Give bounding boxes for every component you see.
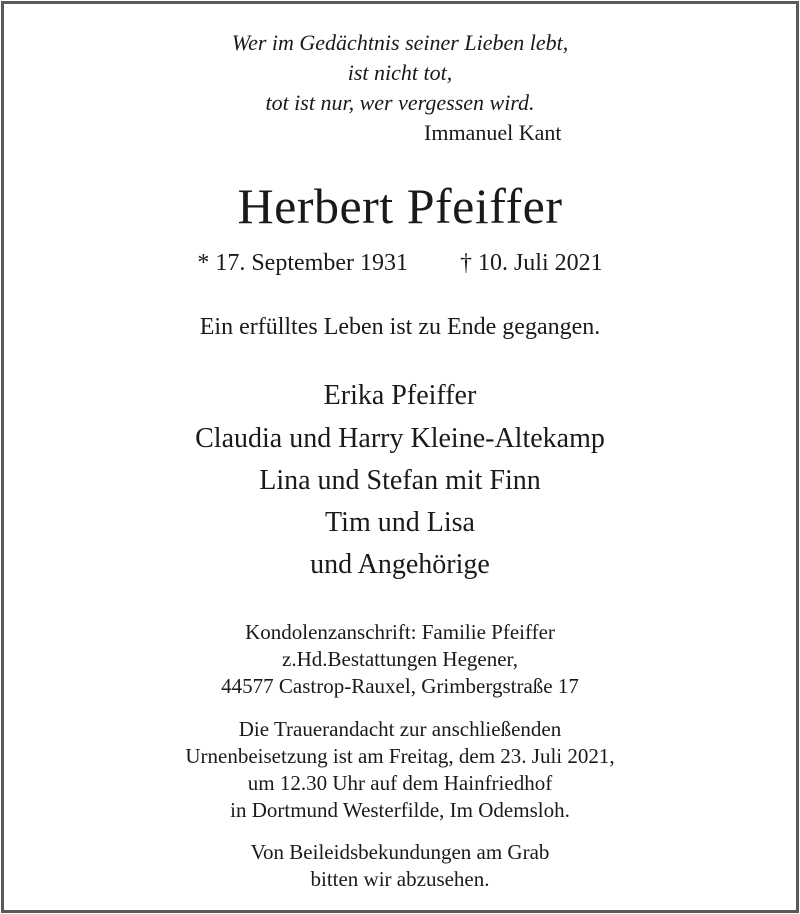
mourner-3: Lina und Stefan mit Finn	[259, 465, 541, 496]
mourner-1: Erika Pfeiffer	[323, 380, 477, 411]
deceased-name: Herbert Pfeiffer	[237, 178, 563, 234]
ceremony-line-3: um 12.30 Uhr auf dem Hainfriedhof	[247, 771, 553, 795]
quote-author: Immanuel Kant	[424, 120, 562, 145]
death-date: † 10. Juli 2021	[459, 250, 603, 276]
motto: Ein erfülltes Leben ist zu Ende gegangen.	[199, 314, 601, 340]
quote-line-3: tot ist nur, wer vergessen wird.	[265, 90, 535, 115]
ceremony-line-1: Die Trauerandacht zur anschließenden	[238, 717, 562, 741]
mourner-4: Tim und Lisa	[325, 507, 475, 538]
condolence-line-1: Kondolenzanschrift: Familie Pfeiffer	[245, 620, 555, 644]
request-line-2: bitten wir abzusehen.	[310, 867, 490, 891]
quote-line-1: Wer im Gedächtnis seiner Lieben lebt,	[231, 30, 569, 55]
mourner-5: und Angehörige	[310, 549, 490, 580]
life-dates	[0, 250, 800, 277]
request-line-1: Von Beileidsbekundungen am Grab	[250, 840, 550, 864]
birth-date: * 17. September 1931	[197, 250, 408, 276]
condolence-line-3: 44577 Castrop-Rauxel, Grimbergstraße 17	[221, 674, 579, 698]
mourner-2: Claudia und Harry Kleine-Altekamp	[195, 423, 605, 454]
condolence-line-2: z.Hd.Bestattungen Hegener,	[282, 647, 518, 671]
quote-line-2: ist nicht tot,	[347, 60, 453, 85]
ceremony-line-4: in Dortmund Westerfilde, Im Odemsloh.	[230, 798, 570, 822]
ceremony-line-2: Urnenbeisetzung ist am Freitag, dem 23. Juli 2021,	[185, 744, 615, 768]
